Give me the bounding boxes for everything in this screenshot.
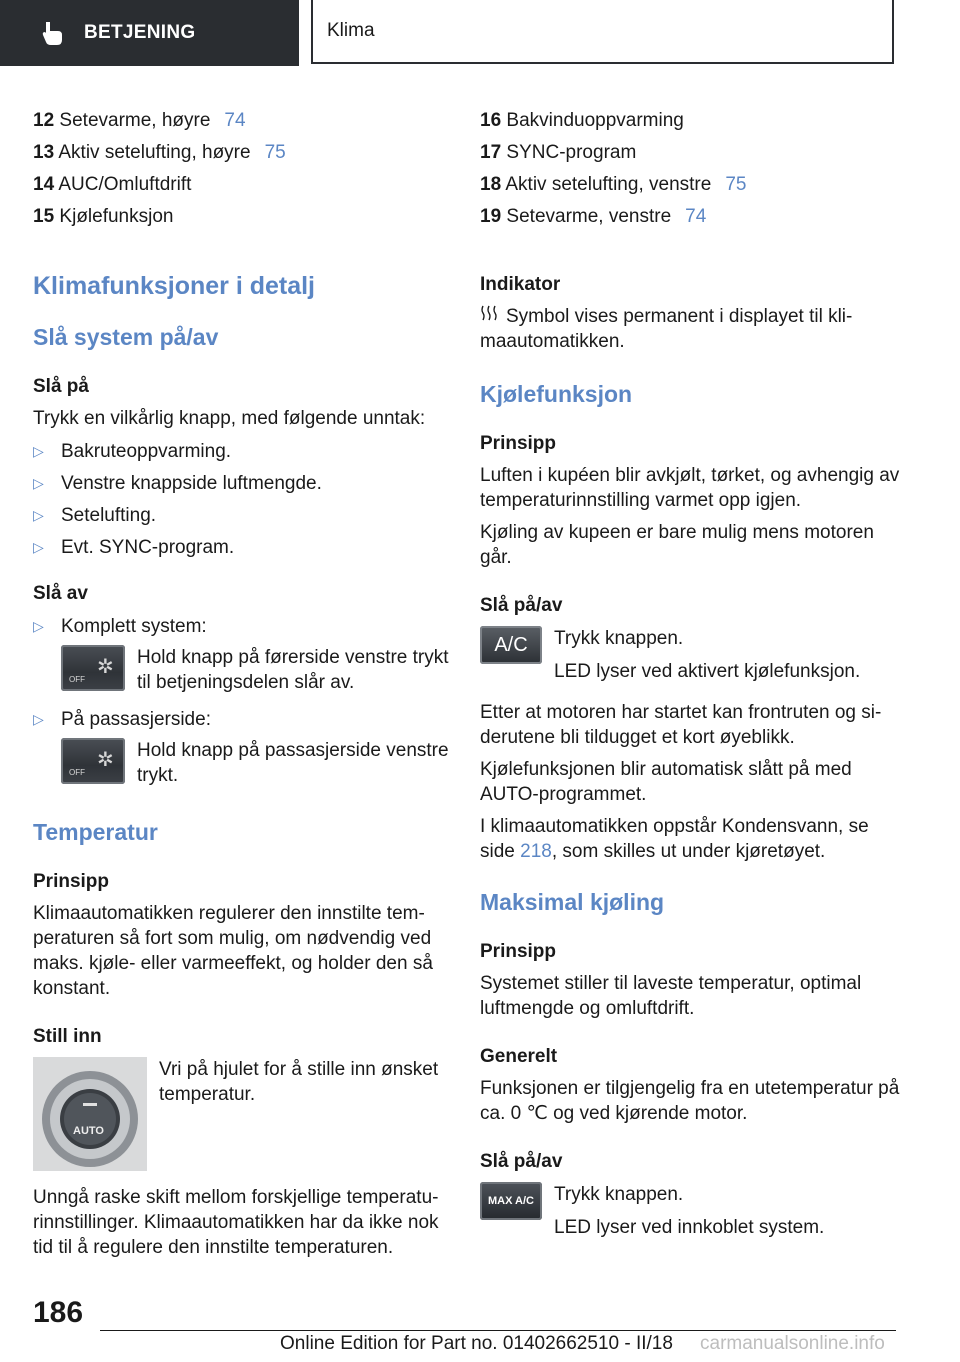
page-header xyxy=(0,0,960,66)
subsection-heading: Kjølefunksjon xyxy=(480,381,633,407)
page-number: 186 xyxy=(33,1296,84,1329)
paragraph: Luften i kupéen blir avkjølt, tørket, og avhengig av temperaturinnstilling varmet opp igjen. xyxy=(480,465,900,511)
item-number: 15 xyxy=(33,206,55,227)
instruction-row xyxy=(33,1057,453,1171)
triangle-bullet-icon: ▷ xyxy=(33,711,44,727)
indicator-text: Symbol vises permanent i displayet til kli-maautomatikken. xyxy=(480,306,853,352)
item-text: Aktiv setelufting, høyre xyxy=(58,142,251,163)
page-ref-link[interactable]: 74 xyxy=(224,110,246,131)
watermark: carmanualsonline.info xyxy=(700,1333,885,1354)
paragraph xyxy=(480,814,900,864)
led-text: LED lyser ved innkoblet system. xyxy=(554,1217,825,1238)
instruction-text: Hold knapp på passasjerside venstre trykt. xyxy=(137,740,449,786)
max-ac-button-image: MAX A/C xyxy=(480,1182,542,1220)
fan-icon: ✲ xyxy=(97,656,114,678)
list-item xyxy=(33,140,453,165)
bullet-text: Evt. SYNC-program. xyxy=(61,537,235,558)
paragraph-heading: Prinsipp xyxy=(480,433,557,454)
list-item xyxy=(33,108,453,133)
paragraph-heading: Slå på/av xyxy=(480,1151,563,1172)
list-item xyxy=(480,140,900,165)
instruction-row xyxy=(480,626,900,684)
temperature-dial-image xyxy=(33,1057,147,1171)
item-number: 13 xyxy=(33,142,55,163)
list-item xyxy=(33,204,453,229)
press-text: Trykk knappen. xyxy=(554,1184,684,1205)
instruction-text: Vri på hjulet for å stille inn ønsket temperatur. xyxy=(159,1059,439,1105)
dial-graphic xyxy=(33,1057,147,1171)
item-text: AUC/Omluftdrift xyxy=(58,174,192,195)
chapter-title: Klima xyxy=(327,20,375,41)
paragraph: Kjølefunksjonen blir automatisk slått på med AUTO-programmet. xyxy=(480,759,852,805)
paragraph: Funksjonen er tilgjengelig fra en utetemperatur på ca. 0 ℃ og ved kjørende motor. xyxy=(480,1078,900,1124)
instruction-row xyxy=(33,738,453,788)
item-text: Aktiv setelufting, venstre xyxy=(505,174,712,195)
section-tab xyxy=(0,0,299,66)
dial-auto-label: AUTO xyxy=(73,1125,104,1137)
list-item xyxy=(33,535,453,560)
triangle-bullet-icon: ▷ xyxy=(33,475,44,491)
page-ref-link[interactable]: 75 xyxy=(725,174,747,195)
triangle-bullet-icon: ▷ xyxy=(33,507,44,523)
bullet-text: På passasjerside: xyxy=(61,709,211,730)
paragraph-heading: Indikator xyxy=(480,274,561,295)
paragraph: Kjøling av kupeen er bare mulig mens motoren går. xyxy=(480,522,874,568)
instruction-text xyxy=(554,1182,900,1240)
paragraph: Etter at motoren har startet kan frontruten og si-derutene bli tildugget et kort øyeblikk. xyxy=(480,702,882,748)
right-column xyxy=(480,108,900,1240)
list-item xyxy=(33,172,453,197)
paragraph: Unngå raske skift mellom forskjellige temperatu-rinnstillinger. Klimaautomatikken har da ikke nok tid til å regulere den innstilte temperaturen. xyxy=(33,1187,439,1258)
page-ref-link[interactable]: 75 xyxy=(264,142,286,163)
paragraph-heading: Still inn xyxy=(33,1026,102,1047)
list-item xyxy=(480,172,900,197)
list-item xyxy=(33,707,453,732)
left-column xyxy=(33,108,453,1260)
list-item xyxy=(33,471,453,496)
item-text: Setevarme, venstre xyxy=(506,206,672,227)
triangle-bullet-icon: ▷ xyxy=(33,618,44,634)
section-heading: Klimafunksjoner i detalj xyxy=(33,272,316,300)
subsection-heading: Maksimal kjøling xyxy=(480,889,665,915)
condensation-icon xyxy=(480,304,502,329)
instruction-row xyxy=(480,1182,900,1240)
paragraph: Klimaautomatikken regulerer den innstilte tem-peraturen så fort som mulig, om nødvendig ved maks. kjøle- eller varmeeffekt, og holder den så konstant. xyxy=(33,903,433,999)
item-number: 12 xyxy=(33,110,55,131)
off-fan-button-image xyxy=(61,645,125,691)
fan-icon: ✲ xyxy=(97,749,114,771)
item-text: Setevarme, høyre xyxy=(59,110,211,131)
ac-button-image: A/C xyxy=(480,626,542,664)
subsection-heading: Slå system på/av xyxy=(33,324,219,350)
triangle-bullet-icon: ▷ xyxy=(33,539,44,555)
subsection-heading: Temperatur xyxy=(33,819,158,845)
paragraph-heading: Prinsipp xyxy=(480,941,557,962)
page-ref-link[interactable]: 74 xyxy=(685,206,707,227)
instruction-text xyxy=(554,626,900,684)
press-text: Trykk knappen. xyxy=(554,628,684,649)
footer-divider xyxy=(100,1330,896,1331)
list-item xyxy=(480,108,900,133)
item-text: Bakvinduoppvarming xyxy=(506,110,684,131)
paragraph: Systemet stiller til laveste temperatur, optimal luftmengde og omluftdrift. xyxy=(480,973,862,1019)
paragraph-heading: Slå på/av xyxy=(480,595,563,616)
para-text: , som skilles ut under kjøretøyet. xyxy=(551,841,826,862)
page-ref-link[interactable]: 218 xyxy=(520,841,552,862)
triangle-bullet-icon: ▷ xyxy=(33,443,44,459)
item-number: 19 xyxy=(480,206,502,227)
paragraph: Trykk en vilkårlig knapp, med følgende unntak: xyxy=(33,408,426,429)
off-fan-button-image xyxy=(61,738,125,784)
chapter-tab xyxy=(311,0,894,64)
item-number: 14 xyxy=(33,174,55,195)
bullet-text: Komplett system: xyxy=(61,616,207,637)
bullet-text: Venstre knappside luftmengde. xyxy=(61,473,322,494)
list-item xyxy=(33,614,453,639)
edition-text: Online Edition for Part no. 01402662510 - II/18 xyxy=(280,1333,673,1354)
item-number: 16 xyxy=(480,110,502,131)
item-text: SYNC-program xyxy=(506,142,637,163)
led-text: LED lyser ved aktivert kjølefunksjon. xyxy=(554,661,861,682)
paragraph-heading: Slå på xyxy=(33,376,89,397)
instruction-row xyxy=(33,645,453,695)
instruction-text: Hold knapp på førerside venstre trykt til betjeningsdelen slår av. xyxy=(137,647,449,693)
item-number: 18 xyxy=(480,174,502,195)
list-item xyxy=(33,503,453,528)
pointing-hand-icon xyxy=(38,18,68,48)
paragraph-heading: Generelt xyxy=(480,1046,558,1067)
paragraph-heading: Slå av xyxy=(33,583,88,604)
list-item xyxy=(480,204,900,229)
off-label: OFF xyxy=(69,675,85,684)
item-text: Kjølefunksjon xyxy=(59,206,174,227)
bullet-text: Setelufting. xyxy=(61,505,157,526)
bullet-text: Bakruteoppvarming. xyxy=(61,441,232,462)
off-label: OFF xyxy=(69,768,85,777)
paragraph xyxy=(480,304,900,354)
para-text: I klimaautomatikken oppstår Kondensvann, se side xyxy=(480,816,869,862)
item-number: 17 xyxy=(480,142,502,163)
section-title: BETJENING xyxy=(84,22,196,43)
list-item xyxy=(33,439,453,464)
paragraph-heading: Prinsipp xyxy=(33,871,110,892)
